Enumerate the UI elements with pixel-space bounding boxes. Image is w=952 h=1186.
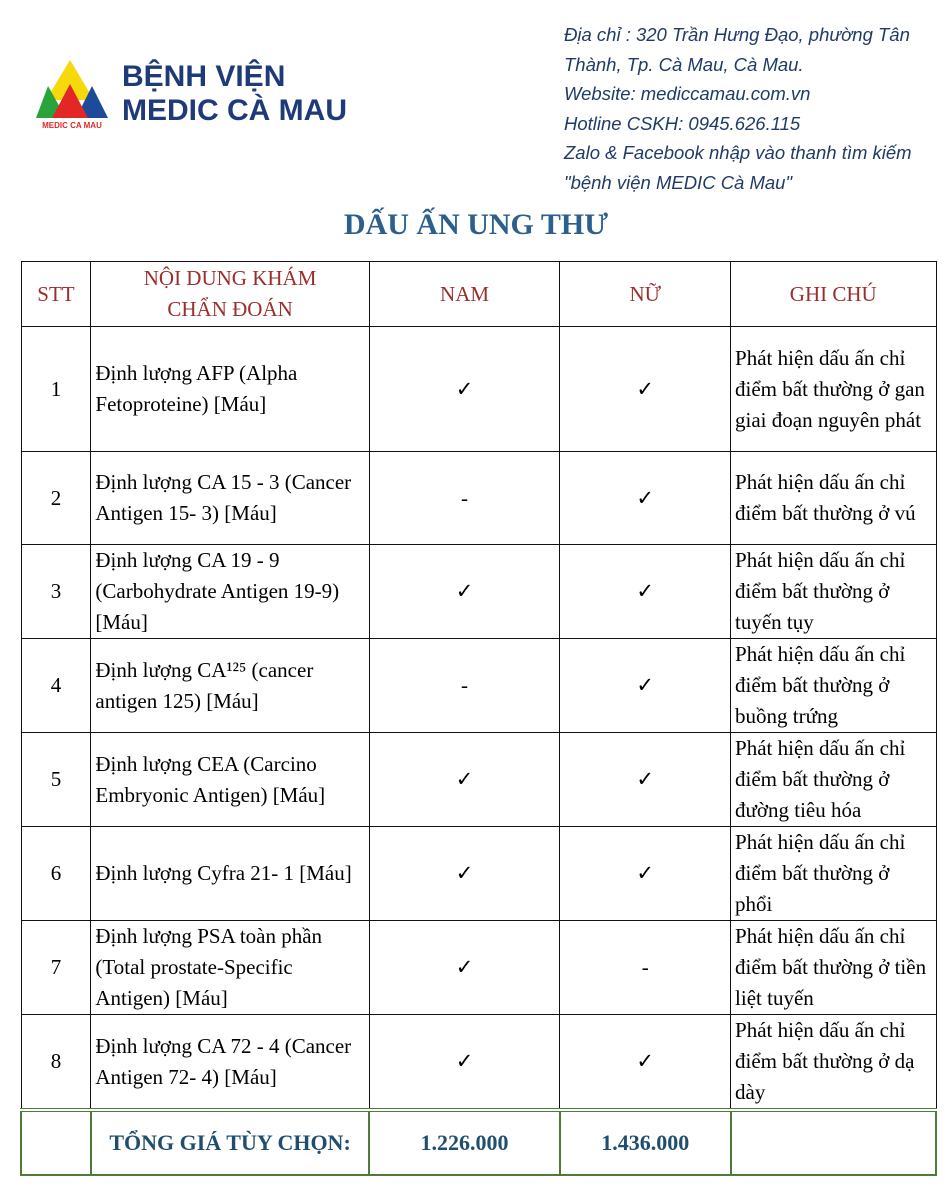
row-male: ✓ (369, 733, 560, 827)
row-female: ✓ (560, 639, 731, 733)
hotline: Hotline CSKH: 0945.626.115 (564, 112, 801, 134)
row-male: - (369, 452, 560, 545)
row-note: Phát hiện dấu ấn chỉ điểm bất thường ở vú (731, 452, 936, 545)
row-male: - (369, 639, 560, 733)
hospital-brand (122, 60, 347, 128)
brand-line-2: MEDIC CÀ MAU (122, 94, 347, 127)
row-content: Định lượng CEA (Carcino Embryonic Antigen) [Máu] (91, 733, 369, 827)
page-title: DẤU ẤN UNG THƯ (343, 208, 609, 241)
row-note: Phát hiện dấu ấn chỉ điểm bất thường ở tuyến tụy (731, 545, 936, 639)
row-content: Định lượng AFP (Alpha Fetoproteine) [Máu] (91, 327, 369, 452)
total-note (731, 1110, 936, 1175)
row-female: - (560, 921, 731, 1015)
table-row (21, 452, 936, 545)
row-content: Định lượng PSA toàn phần (Total prostate-Specific Antigen) [Máu] (91, 921, 369, 1015)
row-note: Phát hiện dấu ấn chỉ điểm bất thường ở gan giai đoạn nguyên phát (731, 327, 936, 452)
total-row (21, 1110, 936, 1175)
row-male: ✓ (369, 921, 560, 1015)
row-stt: 5 (21, 733, 91, 827)
col-female: NỮ (560, 262, 731, 327)
row-content: Định lượng Cyfra 21- 1 [Máu] (91, 827, 369, 921)
address: Địa chỉ : 320 Trần Hưng Đạo, phường Tân Thành, Tp. Cà Mau, Cà Mau. (564, 24, 910, 75)
svg-text:MEDIC CA MAU: MEDIC CA MAU (42, 121, 102, 130)
table-row (21, 327, 936, 452)
hospital-logo (36, 60, 108, 130)
table-row (21, 827, 936, 921)
row-stt: 7 (21, 921, 91, 1015)
total-empty (21, 1110, 91, 1175)
col-male: NAM (369, 262, 560, 327)
website: Website: mediccamau.com.vn (564, 83, 811, 104)
table-row (21, 1015, 936, 1111)
row-content: Định lượng CA¹²⁵ (cancer antigen 125) [Máu] (91, 639, 369, 733)
contact-info (564, 20, 944, 197)
brand-line-1: BỆNH VIỆN (122, 60, 286, 93)
row-male: ✓ (369, 327, 560, 452)
row-content: Định lượng CA 72 - 4 (Cancer Antigen 72- 4) [Máu] (91, 1015, 369, 1111)
col-stt: STT (21, 262, 91, 327)
row-male: ✓ (369, 827, 560, 921)
row-stt: 2 (21, 452, 91, 545)
row-female: ✓ (560, 327, 731, 452)
row-note: Phát hiện dấu ấn chỉ điểm bất thường ở tiền liệt tuyến (731, 921, 936, 1015)
total-female: 1.436.000 (560, 1110, 731, 1175)
row-note: Phát hiện dấu ấn chỉ điểm bất thường ở dạ dày (731, 1015, 936, 1111)
col-content: NỘI DUNG KHÁM CHẨN ĐOÁN (91, 262, 369, 327)
table-row (21, 545, 936, 639)
row-female: ✓ (560, 733, 731, 827)
row-content: Định lượng CA 19 - 9 (Carbohydrate Antigen 19-9) [Máu] (91, 545, 369, 639)
row-note: Phát hiện dấu ấn chỉ điểm bất thường ở buồng trứng (731, 639, 936, 733)
table-row (21, 921, 936, 1015)
table-header (21, 262, 936, 327)
social-note: Zalo & Facebook nhập vào thanh tìm kiếm "bệnh viện MEDIC Cà Mau" (564, 142, 912, 193)
row-male: ✓ (369, 545, 560, 639)
price-table (20, 261, 937, 1176)
row-note: Phát hiện dấu ấn chỉ điểm bất thường ở phổi (731, 827, 936, 921)
row-stt: 6 (21, 827, 91, 921)
row-male: ✓ (369, 1015, 560, 1111)
row-female: ✓ (560, 545, 731, 639)
row-female: ✓ (560, 827, 731, 921)
row-female: ✓ (560, 1015, 731, 1111)
total-label: TỔNG GIÁ TÙY CHỌN: (91, 1110, 369, 1175)
row-stt: 8 (21, 1015, 91, 1111)
row-stt: 1 (21, 327, 91, 452)
table-row (21, 639, 936, 733)
row-note: Phát hiện dấu ấn chỉ điểm bất thường ở đường tiêu hóa (731, 733, 936, 827)
total-male: 1.226.000 (369, 1110, 560, 1175)
row-content: Định lượng CA 15 - 3 (Cancer Antigen 15- 3) [Máu] (91, 452, 369, 545)
row-stt: 4 (21, 639, 91, 733)
row-stt: 3 (21, 545, 91, 639)
row-female: ✓ (560, 452, 731, 545)
table-row (21, 733, 936, 827)
col-note: GHI CHÚ (731, 262, 936, 327)
